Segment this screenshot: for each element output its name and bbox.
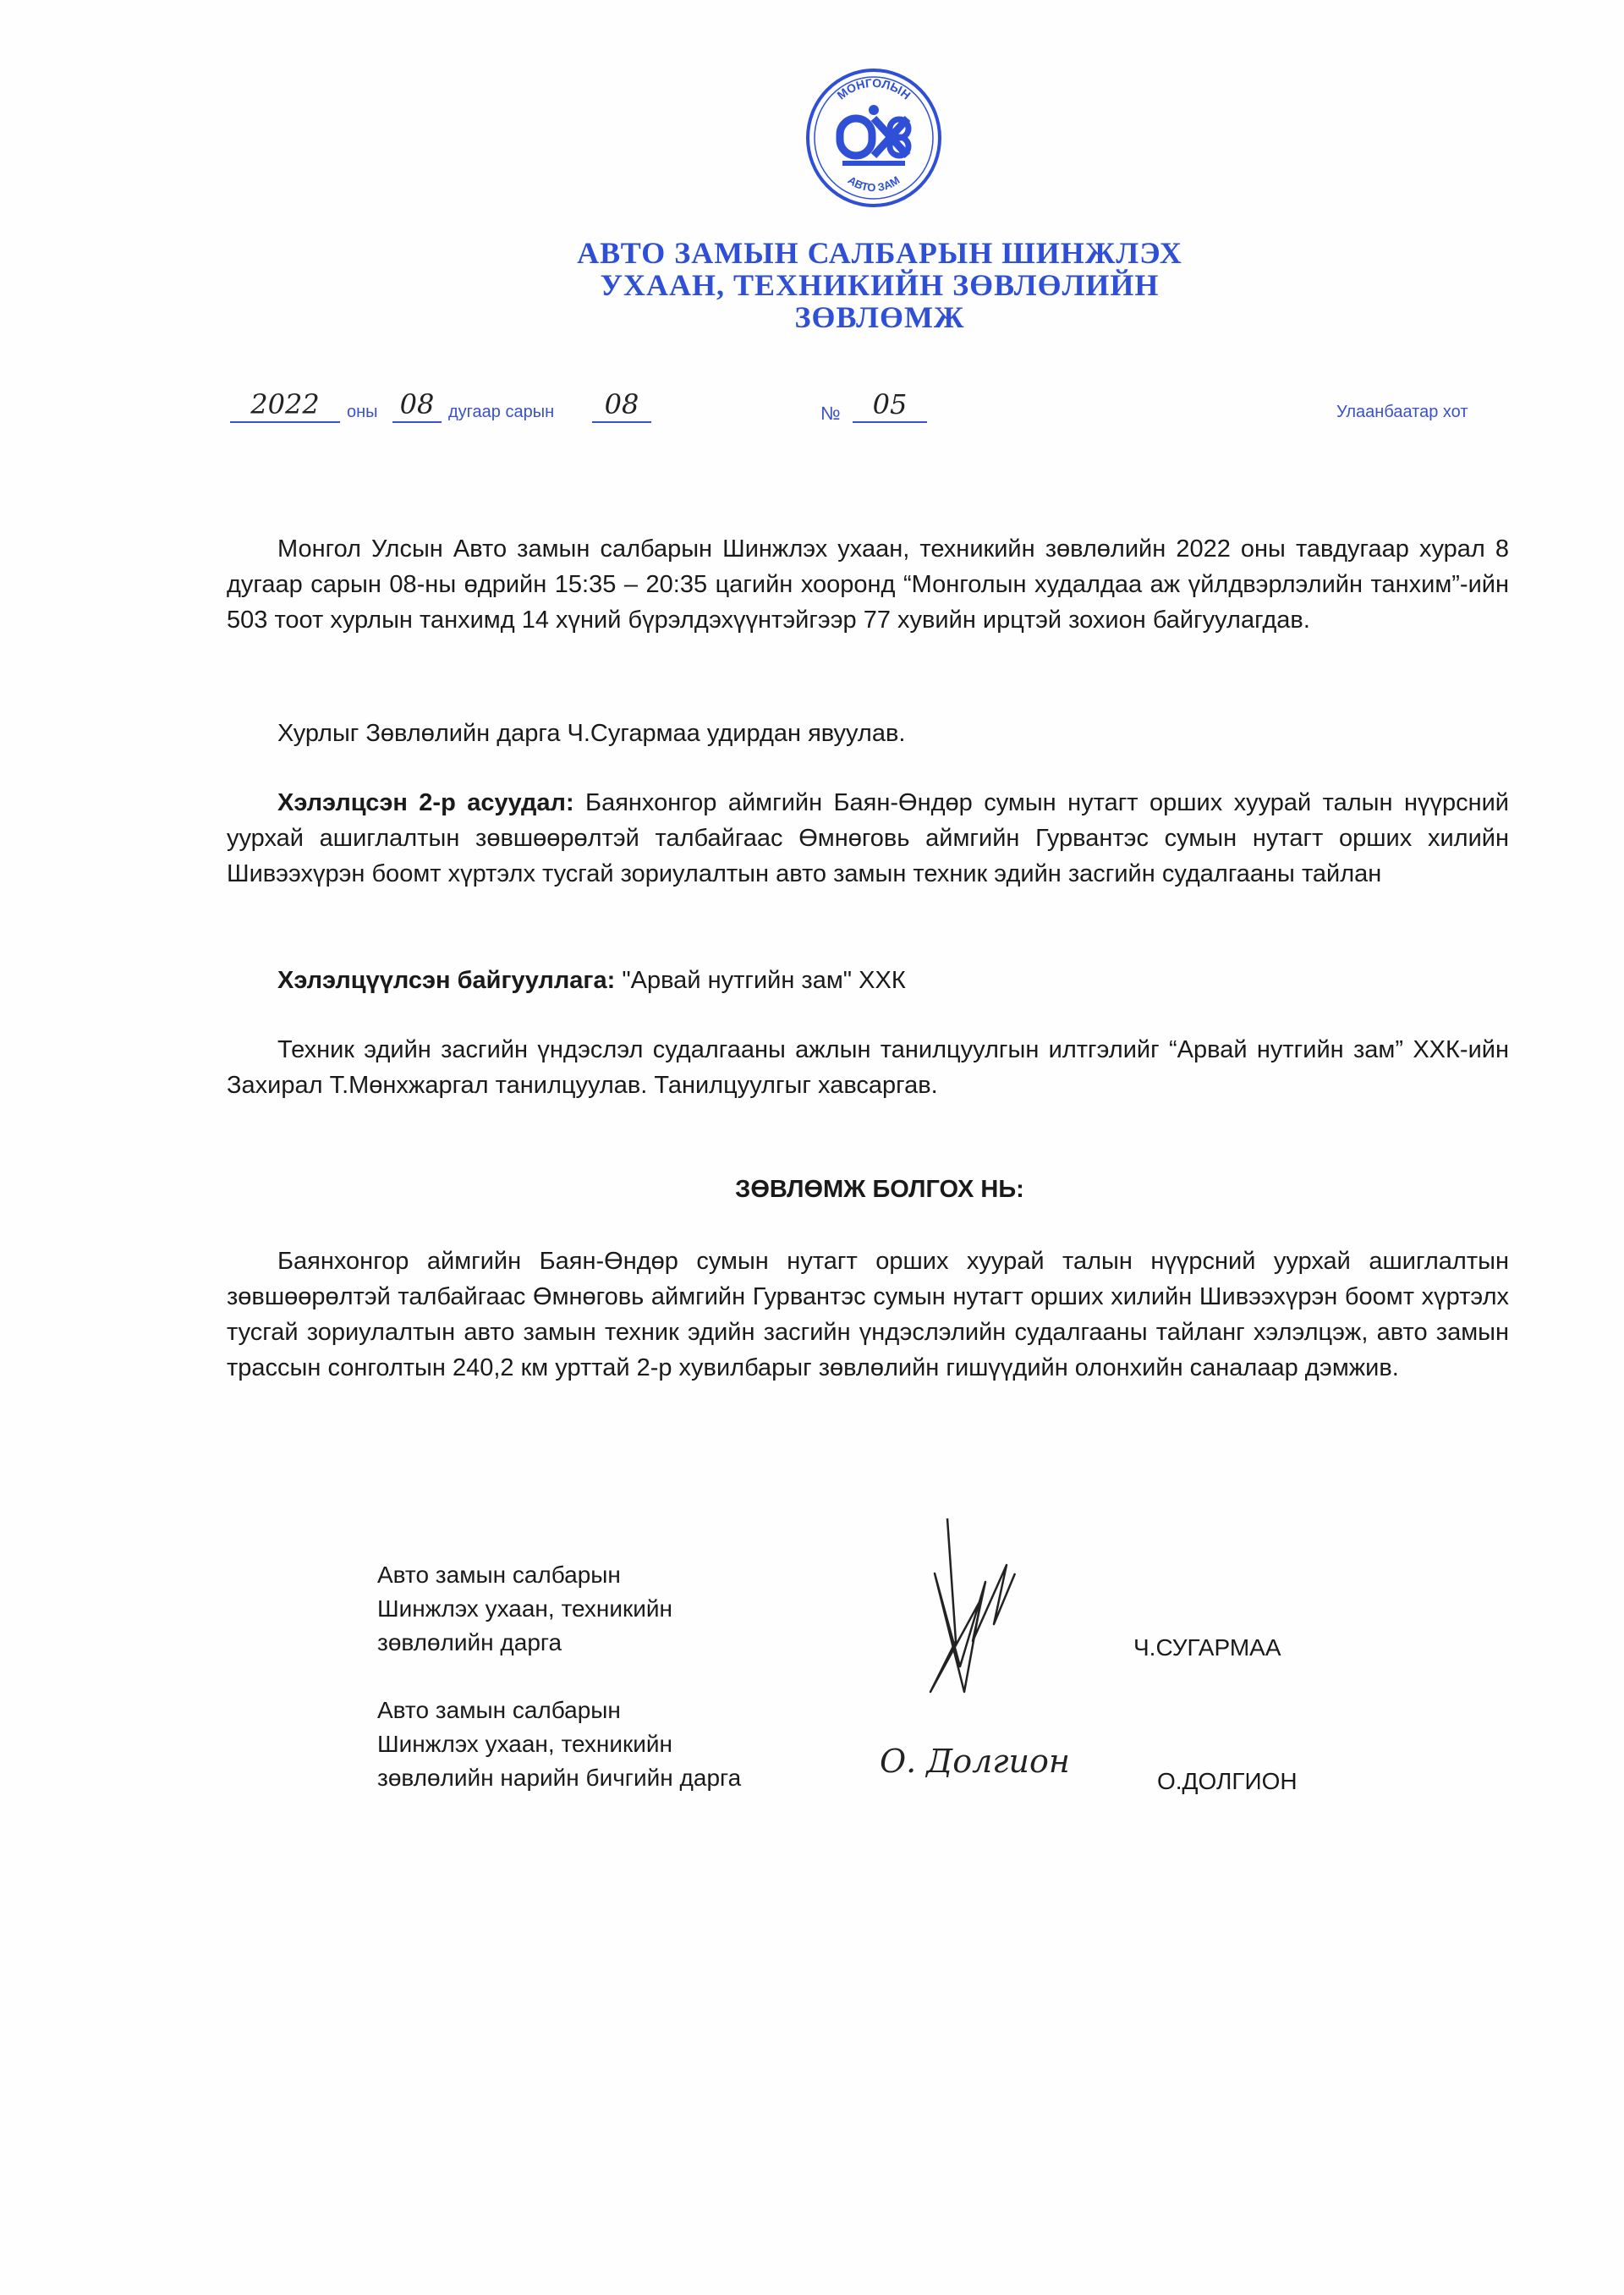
city-label: Улаанбаатар хот <box>1336 403 1468 421</box>
chair-name: Ч.СУГАРМАА <box>1133 1634 1281 1661</box>
secretary-signature: О. Долгион <box>880 1743 1070 1780</box>
document-meta-row <box>0 387 1624 430</box>
svg-text:МОНГОЛЫН <box>834 76 913 102</box>
year-field: 2022 <box>230 387 340 423</box>
chair-signature-icon <box>914 1514 1032 1709</box>
signer-title-line: зөвлөлийн дарга <box>377 1629 562 1655</box>
paragraph-presentation: Техник эдийн засгийн үндэслэл судалгааны ажлын танилцуулгын илтгэлийг “Арвай нутгийн зам” ХХК-ийн Захирал Т.Мөнхжаргал танилцуулав. Танилцуулгыг хавсаргав. <box>227 1036 1509 1099</box>
paragraph-organization <box>227 963 1509 998</box>
secretary-name: О.ДОЛГИОН <box>1157 1768 1298 1794</box>
signer-title-line: Авто замын салбарын <box>377 1562 621 1588</box>
title-line-3: ЗӨВЛӨМЖ <box>794 300 965 334</box>
signer-title-line: зөвлөлийн нарийн бичгийн дарга <box>377 1765 742 1791</box>
signer-title-line: Шинжлэх ухаан, техникийн <box>377 1595 673 1622</box>
title-line-1: АВТО ЗАМЫН САЛБАРЫН ШИНЖЛЭХ <box>577 236 1182 270</box>
recommendation-text: Баянхонгор аймгийн Баян-Өндөр сумын нутагт орших хуурай талын нүүрсний уурхай ашиглалтын зөвшөөрөлтэй талбайгаас Өмнөговь аймгийн Гурвантэс сумын нутагт орших хилийн Шивээхүрэн боомт хүртэлх тусгай зориулалтын авто замын техник эдийн засгийн үндэслэлийн судалгааны тайланг хэлэлцэж, авто замын трассын сонголтын 240,2 км урттай 2-р хувилбарыг зөвлөлийн гишүүдийн олонхийн саналаар дэмжив. <box>227 1248 1509 1381</box>
paragraph-meeting-info: Монгол Улсын Авто замын салбарын Шинжлэх ухаан, техникийн зөвлөлийн 2022 оны тавдугаар хурал 8 дугаар сарын 08-ны өдрийн 15:35 – 20:35 цагийн хооронд “Монголын худалдаа аж үйлдвэрлэлийн танхим”-ийн 503 тоот хурлын танхимд 14 хүний бүрэлдэхүүнтэйгээр 77 хувийн ирцтэй зохион байгуулагдав. <box>227 535 1509 634</box>
signature-block-chair <box>377 1558 672 1660</box>
title-line-2: УХААН, ТЕХНИКИЙН ЗӨВЛӨЛИЙН <box>600 268 1160 302</box>
issue-label: Хэлэлцсэн 2-р асуудал: <box>277 789 574 816</box>
day-field: 08 <box>592 387 651 423</box>
organization-logo-icon <box>802 66 946 210</box>
signature-block-secretary <box>377 1694 741 1795</box>
document-number-field: 05 <box>853 387 927 423</box>
year-suffix-label: оны <box>347 403 378 421</box>
recommendation-heading: ЗӨВЛӨМЖ БОЛГОХ НЬ: <box>735 1176 1024 1203</box>
paragraph-issue <box>227 785 1509 892</box>
number-label: № <box>820 403 841 424</box>
month-field: 08 <box>392 387 442 423</box>
svg-text:АВТО ЗАМ <box>846 173 903 194</box>
paragraph-chair: Хурлыг Зөвлөлийн дарга Ч.Сугармаа удирдан явуулав. <box>277 720 906 747</box>
logo-text-top: МОНГОЛЫН <box>834 75 914 102</box>
org-text: "Арвай нутгийн зам" ХХК <box>615 967 906 994</box>
document-title <box>0 237 1624 333</box>
month-suffix-label: дугаар сарын <box>448 403 555 421</box>
org-label: Хэлэлцүүлсэн байгууллага: <box>277 967 616 994</box>
issue-text: Баянхонгор аймгийн Баян-Өндөр сумын нутагт орших хуурай талын нүүрсний уурхай ашиглалтын зөвшөөрөлтэй талбайгаас Өмнөговь аймгийн Гурвантэс сумын нутагт орших хилийн Шивээхүрэн боомт хүртэлх тусгай зориулалтын авто замын техник эдийн засгийн судалгааны тайлан <box>227 789 1510 887</box>
signer-title-line: Авто замын салбарын <box>377 1697 621 1723</box>
signer-title-line: Шинжлэх ухаан, техникийн <box>377 1731 673 1757</box>
logo-text-bottom: АВТО ЗАМ <box>845 173 903 195</box>
